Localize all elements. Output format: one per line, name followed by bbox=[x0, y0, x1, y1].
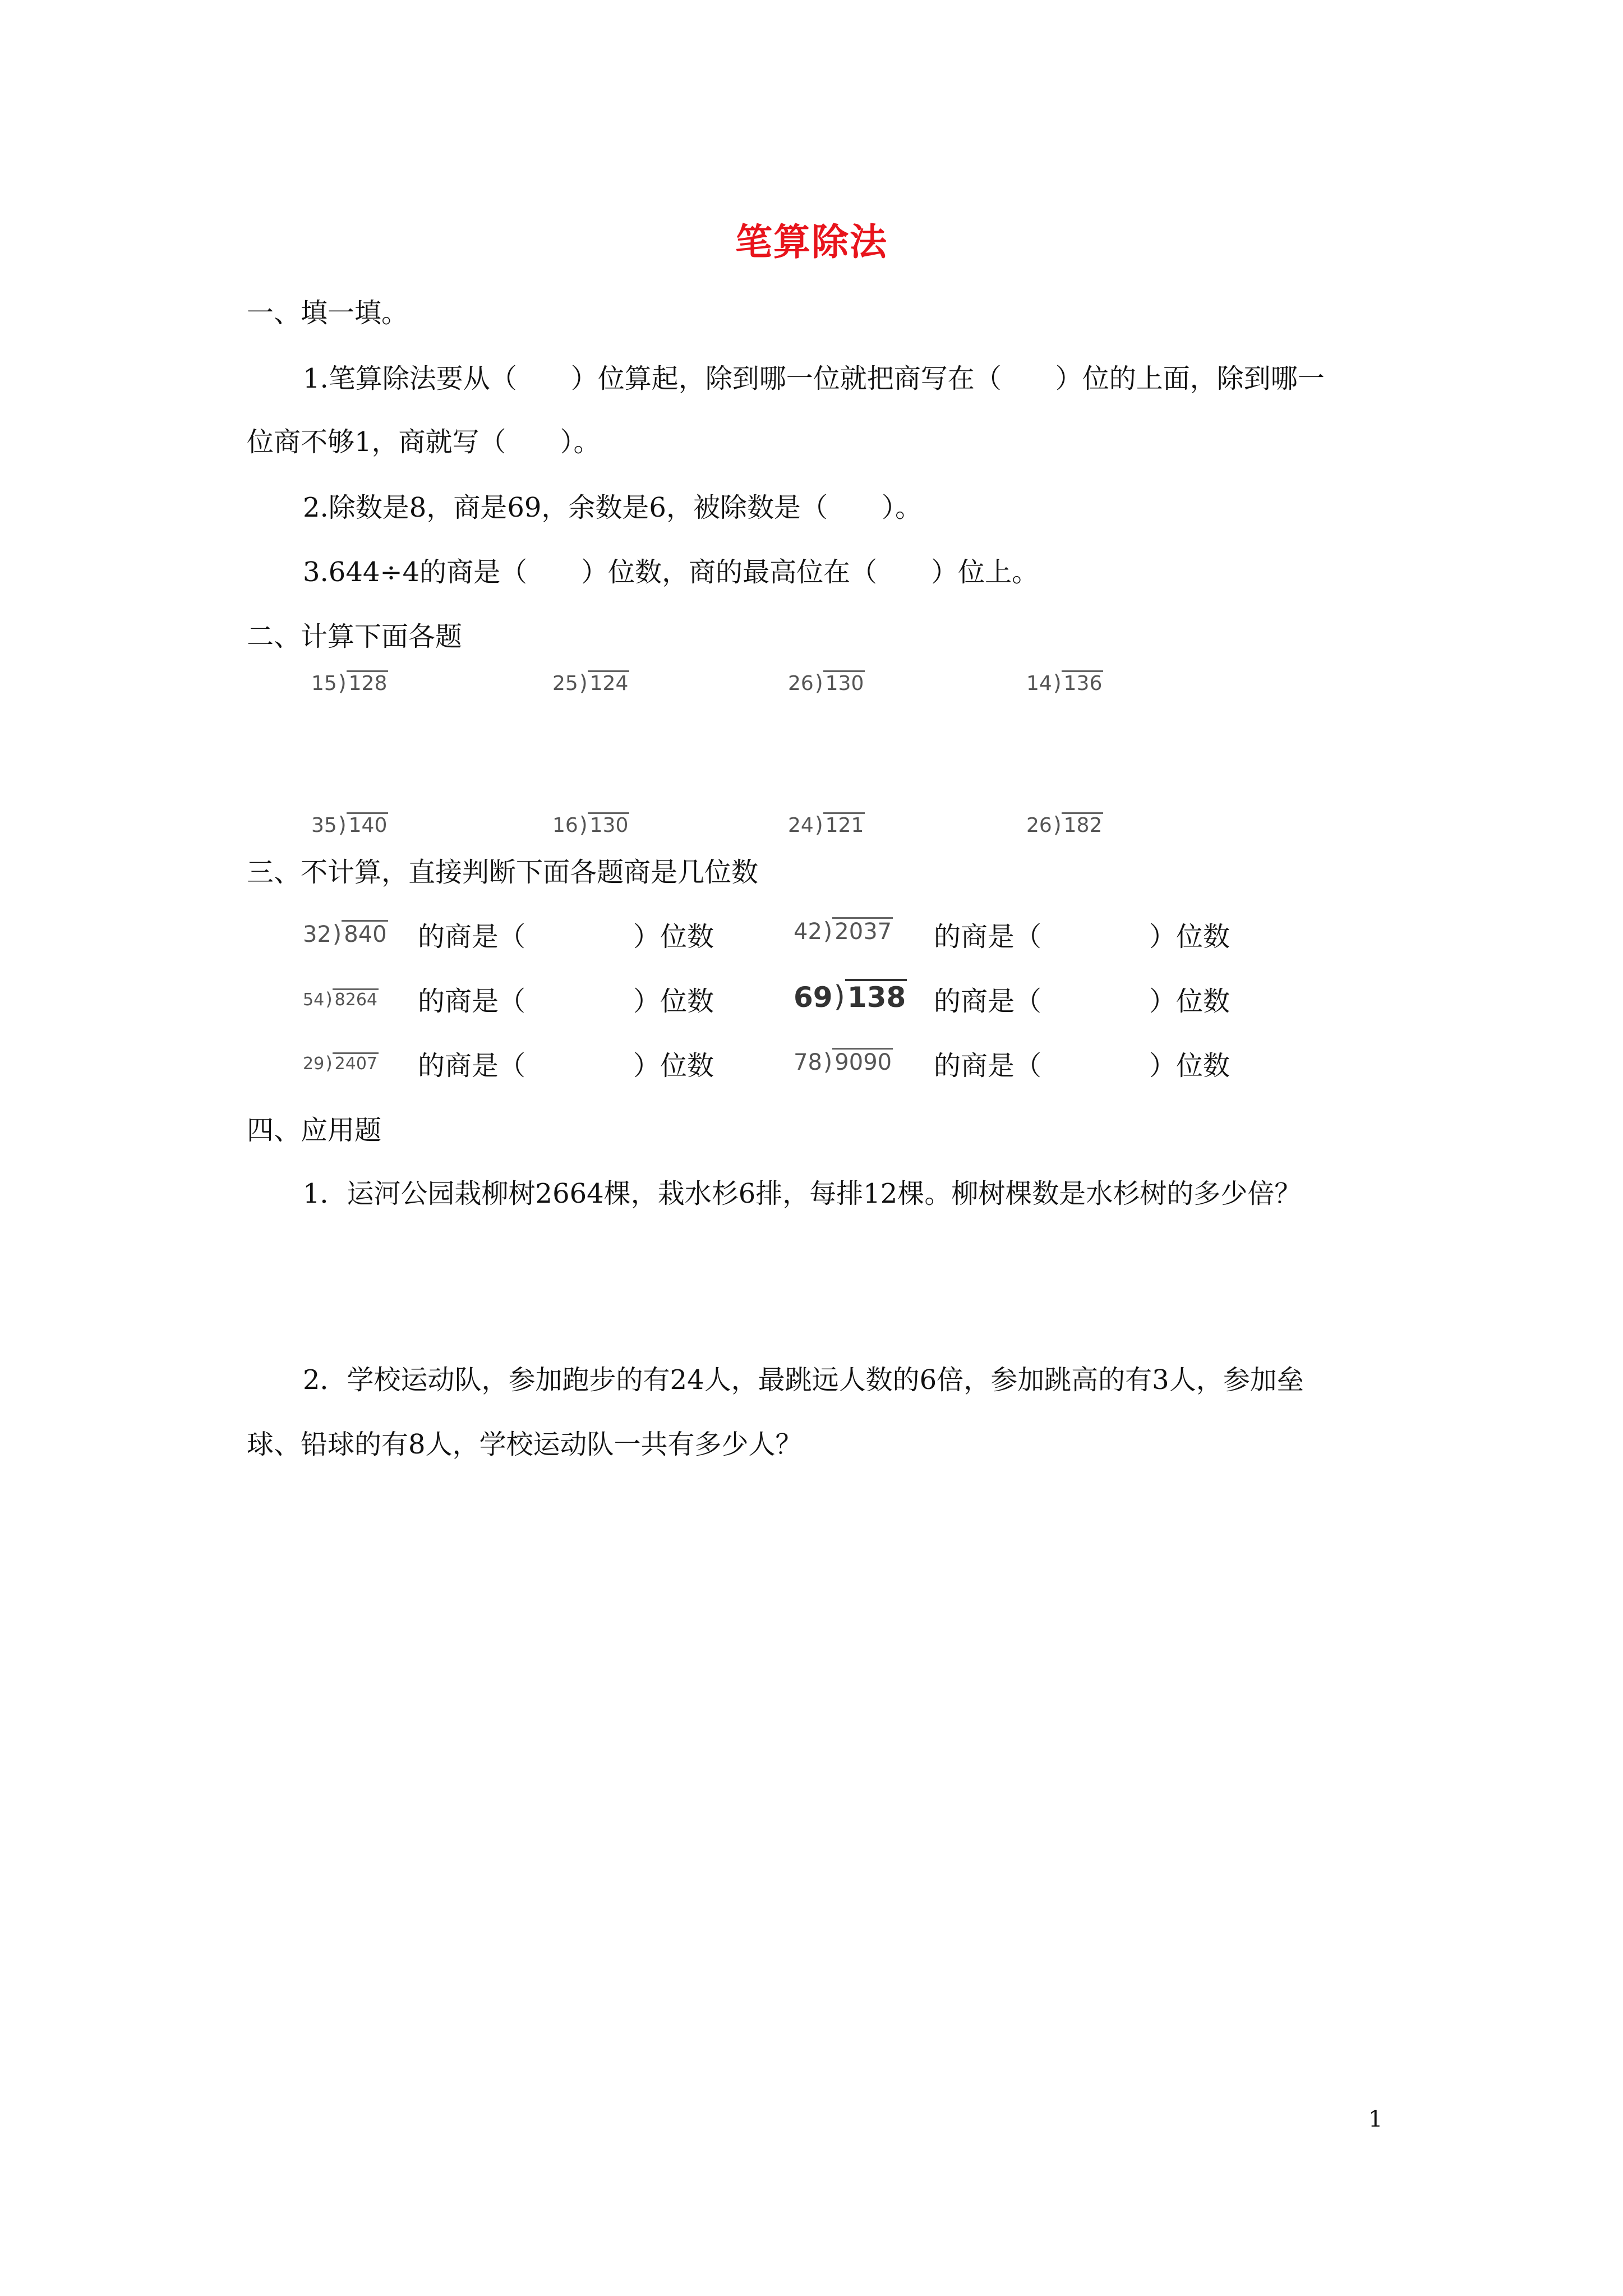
division-bracket: ) bbox=[814, 812, 823, 837]
dividend: 2037 bbox=[832, 917, 893, 945]
word-problem-2-line2: 球、铅球的有8人，学校运动队一共有多少人？ bbox=[247, 1429, 803, 1460]
division-problem bbox=[303, 920, 388, 947]
division-bracket: ) bbox=[823, 917, 833, 945]
page-title: 笔算除法 bbox=[735, 220, 888, 264]
divisor: 54 bbox=[303, 990, 325, 1010]
dividend: 124 bbox=[588, 670, 630, 695]
divisor: 29 bbox=[303, 1054, 325, 1074]
quotient-digits-blank: 的商是（ ）位数 bbox=[934, 921, 1230, 953]
divisor: 42 bbox=[794, 919, 822, 945]
division-problem bbox=[794, 979, 907, 1014]
division-bracket: ) bbox=[833, 980, 845, 1014]
division-bracket: ) bbox=[325, 988, 333, 1010]
division-bracket: ) bbox=[1053, 812, 1062, 837]
division-bracket: ) bbox=[338, 812, 347, 837]
division-bracket: ) bbox=[579, 812, 588, 837]
divisor: 15 bbox=[311, 672, 337, 695]
dividend: 840 bbox=[342, 920, 388, 947]
dividend: 140 bbox=[347, 812, 389, 837]
divisor: 14 bbox=[1026, 672, 1052, 695]
dividend: 130 bbox=[588, 812, 630, 837]
dividend: 138 bbox=[845, 979, 907, 1014]
dividend: 128 bbox=[347, 670, 389, 695]
quotient-digits-blank: 的商是（ ）位数 bbox=[934, 986, 1230, 1017]
page-number: 1 bbox=[1368, 2106, 1383, 2132]
question-1-1-line1: 1.笔算除法要从（ ）位算起，除到哪一位就把商写在（ ）位的上面，除到哪一 bbox=[303, 363, 1325, 394]
division-bracket: ) bbox=[1053, 670, 1062, 695]
dividend: 130 bbox=[823, 670, 865, 695]
word-problem-2-line1: 2．学校运动队，参加跑步的有24人，最跳远人数的6倍，参加跳高的有3人，参加垒 bbox=[303, 1364, 1304, 1396]
division-bracket: ) bbox=[332, 920, 342, 947]
division-bracket: ) bbox=[325, 1052, 333, 1074]
division-problem bbox=[1026, 670, 1103, 695]
divisor: 25 bbox=[552, 672, 578, 695]
division-problem bbox=[552, 812, 629, 837]
divisor: 35 bbox=[311, 814, 337, 837]
divisor: 26 bbox=[788, 672, 814, 695]
section-3-heading: 三、不计算，直接判断下面各题商是几位数 bbox=[247, 857, 759, 888]
divisor: 32 bbox=[303, 922, 331, 947]
division-problem bbox=[552, 670, 629, 695]
division-problem bbox=[311, 670, 388, 695]
division-problem bbox=[303, 988, 379, 1010]
question-1-1-line2: 位商不够1，商就写（ ）。 bbox=[247, 426, 601, 458]
quotient-digits-blank: 的商是（ ）位数 bbox=[418, 986, 714, 1017]
division-bracket: ) bbox=[814, 670, 823, 695]
quotient-digits-blank: 的商是（ ）位数 bbox=[418, 1050, 714, 1082]
divisor: 78 bbox=[794, 1050, 822, 1075]
divisor: 16 bbox=[552, 814, 578, 837]
dividend: 136 bbox=[1062, 670, 1104, 695]
dividend: 2407 bbox=[333, 1052, 379, 1074]
section-2-heading: 二、计算下面各题 bbox=[247, 621, 463, 652]
division-bracket: ) bbox=[579, 670, 588, 695]
question-1-2: 2.除数是8，商是69，余数是6，被除数是（ ）。 bbox=[303, 492, 922, 523]
division-bracket: ) bbox=[823, 1048, 833, 1075]
quotient-digits-blank: 的商是（ ）位数 bbox=[934, 1050, 1230, 1082]
section-4-heading: 四、应用题 bbox=[247, 1115, 382, 1146]
section-1-heading: 一、填一填。 bbox=[247, 297, 409, 329]
division-problem bbox=[794, 1048, 893, 1075]
word-problem-1: 1．运河公园栽柳树2664棵，栽水杉6排，每排12棵。柳树棵数是水杉树的多少倍？ bbox=[303, 1178, 1302, 1209]
division-bracket: ) bbox=[338, 670, 347, 695]
dividend: 9090 bbox=[832, 1048, 893, 1075]
division-problem bbox=[788, 670, 865, 695]
question-1-3: 3.644÷4的商是（ ）位数，商的最高位在（ ）位上。 bbox=[303, 556, 1039, 588]
division-problem bbox=[311, 812, 388, 837]
dividend: 121 bbox=[823, 812, 865, 837]
quotient-digits-blank: 的商是（ ）位数 bbox=[418, 921, 714, 953]
divisor: 69 bbox=[794, 981, 833, 1014]
division-problem bbox=[1026, 812, 1103, 837]
dividend: 8264 bbox=[333, 988, 379, 1010]
division-problem bbox=[303, 1052, 379, 1074]
division-problem bbox=[794, 917, 893, 945]
divisor: 24 bbox=[788, 814, 814, 837]
division-problem bbox=[788, 812, 865, 837]
dividend: 182 bbox=[1062, 812, 1104, 837]
divisor: 26 bbox=[1026, 814, 1052, 837]
